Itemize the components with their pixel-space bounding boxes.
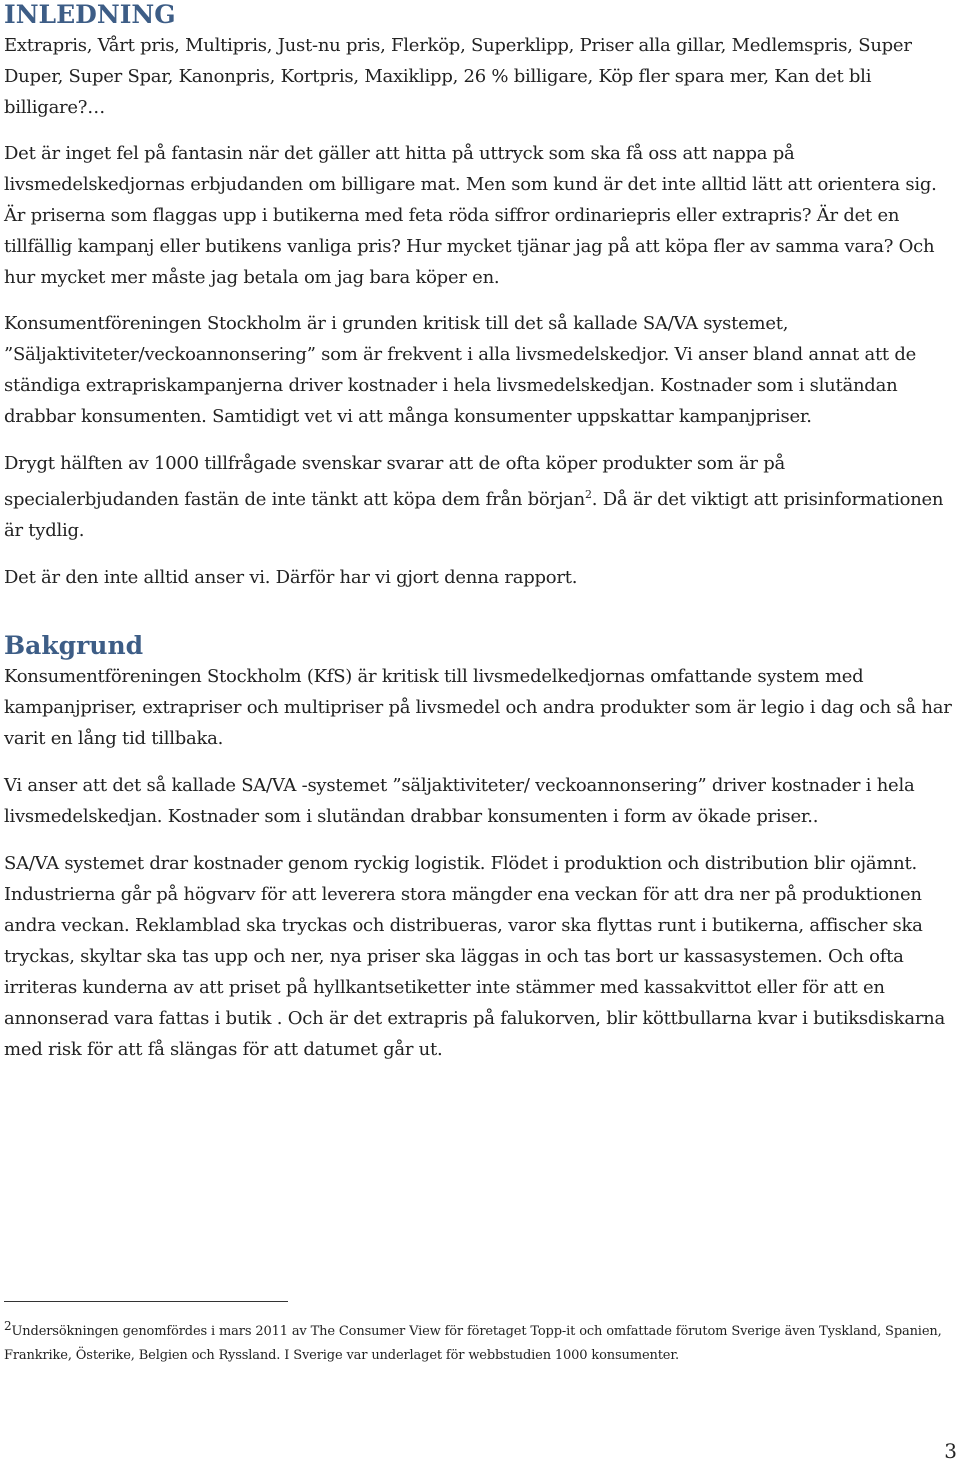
footnote bbox=[4, 1314, 960, 1368]
page-number: 3 bbox=[944, 1439, 957, 1463]
background-paragraph-1: Konsumentföreningen Stockholm (KfS) är kritisk till livsmedelkedjornas omfattande system med kampanjpriser, extrapriser och multipriser på livsmedel och andra produkter som är legio i dag och så har varit en lång tid tillbaka. bbox=[4, 666, 952, 749]
background-paragraph-2: Vi anser att det så kallade SA/VA -systemet ”säljaktiviteter/ veckoannonsering” driver kostnader i hela livsmedelskedjan. Kostnader som i slutändan drabbar konsumenten i form av ökade priser.. bbox=[4, 775, 915, 827]
intro-paragraph-2: Det är inget fel på fantasin när det gäller att hitta på uttryck som ska få oss att nappa på livsmedelskedjornas erbjudanden om billigare mat. Men som kund är det inte alltid lätt att orientera sig. Är priserna som flaggas upp i butikerna med feta röda siffror ordinariepris eller extrapris? Är det en tillfällig kampanj eller butikens vanliga pris? Hur mycket tjänar jag på att köpa fler av samma vara? Och hur mycket mer måste jag betala om jag bara köper en. bbox=[4, 143, 937, 288]
background-paragraph-3: SA/VA systemet drar kostnader genom ryckig logistik. Flödet i produktion och distribution blir ojämnt. Industrierna går på högvarv för att leverera stora mängder ena veckan för att dra ner på produktionen andra veckan. Reklamblad ska tryckas och distribueras, varor ska flyttas runt i butikerna, affischer ska tryckas, skyltar ska tas upp och ner, nya priser ska läggas in och tas bort ur kassasystemen. Och ofta irriteras kunderna av att priset på hyllkantsetiketter inte stämmer med kassakvittot eller för att en annonserad vara fattas i butik . Och är det extrapris på falukorven, blir köttbullarna kvar i butiksdiskarna med risk för att få slängas för att datumet går ut. bbox=[4, 853, 945, 1060]
footnote-reference: 2 bbox=[585, 488, 592, 501]
heading-bakgrund: Bakgrund bbox=[4, 631, 144, 660]
intro-paragraph-5: Det är den inte alltid anser vi. Därför har vi gjort denna rapport. bbox=[4, 567, 578, 588]
intro-paragraph-3: Konsumentföreningen Stockholm är i grunden kritisk till det så kallade SA/VA systemet, ”Säljaktiviteter/veckoannonsering” som är frekvent i alla livsmedelskedjor. Vi anser bland annat att de ständiga extrapriskampanjerna driver kostnader i hela livsmedelskedjan. Kostnader som i slutändan drabbar konsumenten. Samtidigt vet vi att många konsumenter uppskattar kampanjpriser. bbox=[4, 313, 917, 427]
footnote-marker: 2 bbox=[4, 1319, 12, 1333]
footnote-text: Undersökningen genomfördes i mars 2011 av The Consumer View för företaget Topp-it och omfattade förutom Sverige även Tyskland, Spanien, Frankrike, Österike, Belgien och Ryssland. I Sverige var underlaget för webbstudien 1000 konsumenter. bbox=[4, 1324, 942, 1363]
footnote-separator bbox=[4, 1301, 288, 1302]
document-page bbox=[4, 0, 959, 1065]
intro-paragraph-4 bbox=[4, 448, 959, 546]
intro-paragraph-1: Extrapris, Vårt pris, Multipris, Just-nu pris, Flerköp, Superklipp, Priser alla gillar, Medlemspris, Super Duper, Super Spar, Kanonpris, Kortpris, Maxiklipp, 26 % billigare, Köp fler spara mer, Kan det bli billigare?… bbox=[4, 35, 912, 118]
intro-paragraph-4-text: Drygt hälften av 1000 tillfrågade svenskar svarar att de ofta köper produkter som är på specialerbjudanden fastän de inte tänkt att köpa dem från början bbox=[4, 453, 785, 510]
intro-paragraph-4-text-end: . Då är det viktigt att prisinformationen är tydlig. bbox=[4, 489, 944, 541]
heading-inledning: INLEDNING bbox=[4, 0, 176, 29]
